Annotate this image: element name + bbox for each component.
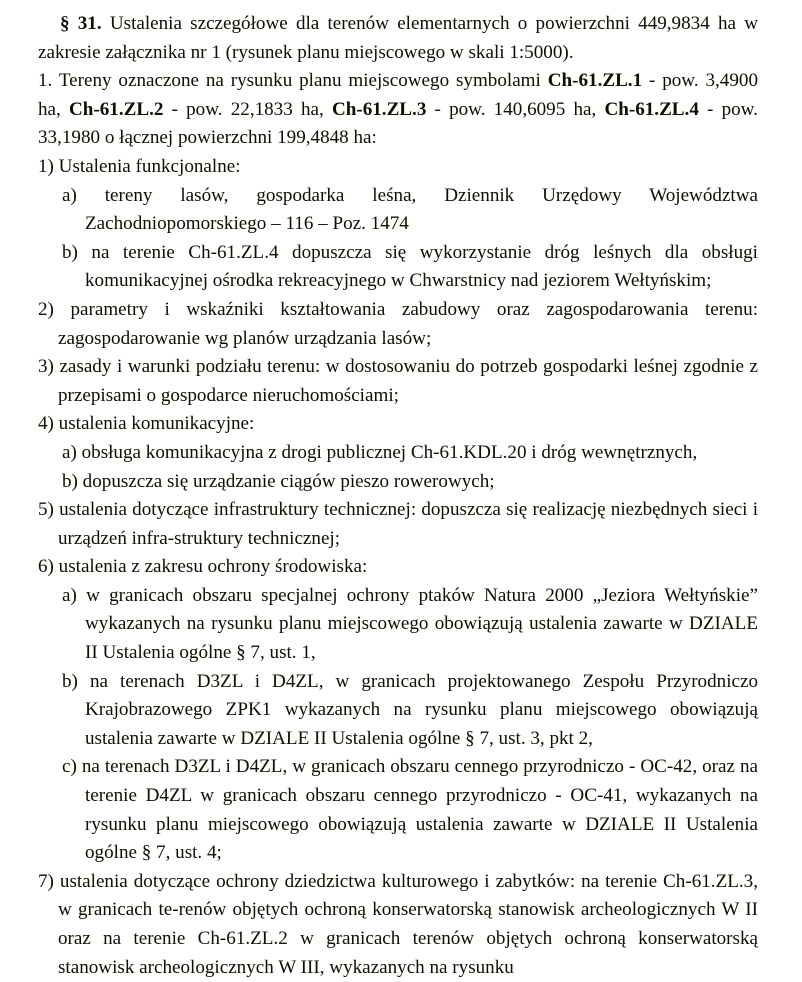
list-item-4: 4) ustalenia komunikacyjne:	[38, 413, 255, 435]
list-item-1: 1) Ustalenia funkcjonalne:	[38, 155, 241, 177]
sub-item-6-a: a) w granicach obszaru specjalnej ochrony ptaków Natura 2000 „Jeziora Wełtyńskie” wykazanych na rysunku planu miejscowego obowiązują ustalenia zawarte w DZIALE II Ustalenia ogólne § 7, ust. 1,	[62, 584, 758, 664]
section-marker: § 31.	[60, 13, 102, 34]
section-text: Ustalenia szczegółowe dla terenów elementarnych o powierzchni 449,9834 ha w zakresie załącznika nr 1 (rysunek planu miejscowego w skali 1:5000).	[38, 13, 758, 63]
run-text: - pow. 3,4900 ha,	[38, 70, 758, 120]
run-symbol-ch-61-zl-3: Ch-61.ZL.3	[331, 98, 427, 120]
list-item-6: 6) ustalenia z zakresu ochrony środowiska:	[38, 556, 368, 578]
list-item-2: 2) parametry i wskaźniki kształtowania zabudowy oraz zagospodarowania terenu: zagospodarowanie wg planów urządzania lasów;	[38, 298, 758, 349]
sub-item-4-a: a) obsługa komunikacyjna z drogi publicznej Ch-61.KDL.20 i dróg wewnętrznych,	[62, 441, 698, 463]
paragraph-point-1	[38, 67, 758, 153]
list-item-7: 7) ustalenia dotyczące ochrony dziedzictwa kulturowego i zabytków: na terenie Ch-61.ZL.3, w granicach te-renów objętych ochroną konserwatorską stanowisk archeologicznych W II oraz na terenie Ch-61.ZL.2 w granicach terenów objętych ochroną konserwatorską stanowisk archeologicznych W III, wykazanych na rysunku	[38, 870, 758, 978]
run-symbol-ch-61-zl-1: Ch-61.ZL.1	[547, 70, 643, 92]
paragraph-section-31	[38, 10, 758, 67]
list-item-5: 5) ustalenia dotyczące infrastruktury technicznej: dopuszcza się realizację niezbędnych sieci i urządzeń infra-struktury technicznej;	[38, 499, 758, 549]
sub-item-6-b: b) na terenach D3ZL i D4ZL, w granicach projektowanego Zespołu Przyrodniczo Krajobrazowego ZPK1 wykazanych na rysunku planu miejscowego obowiązują ustalenia zawarte w DZIALE II Ustalenia ogólne § 7, ust. 3, pkt 2,	[62, 670, 758, 749]
run-text: - pow. 140,6095 ha,	[426, 98, 605, 120]
list-item-3: 3) zasady i warunki podziału terenu: w dostosowaniu do potrzeb gospodarki leśnej zgodnie z przepisami o gospodarce nieruchomościami;	[38, 356, 758, 406]
sub-item-1-b: b) na terenie Ch-61.ZL.4 dopuszcza się wykorzystanie dróg leśnych dla obsługi komunikacyjnej ośrodka rekreacyjnego w Chwarstnicy nad jeziorem Wełtyńskim;	[62, 241, 758, 292]
run-symbol-ch-61-zl-4: Ch-61.ZL.4	[604, 98, 699, 120]
run-symbol-ch-61-zl-2: Ch-61.ZL.2	[68, 98, 164, 120]
run-text: - pow. 33,1980 o łącznej powierzchni 199,4848 ha:	[38, 98, 759, 149]
sub-item-6-c: c) na terenach D3ZL i D4ZL, w granicach obszaru cennego przyrodniczo - OC-42, oraz na terenie D4ZL w granicach obszaru cennego przyrodniczo - OC-41, wykazanych na rysunku planu miejscowego obowiązują ustalenia zawarte w DZIALE II Ustalenia ogólne § 7, ust. 4;	[62, 756, 758, 864]
run-text: 1. Tereny oznaczone na rysunku planu miejscowego symbolami	[38, 70, 548, 92]
sub-item-4-b: b) dopuszcza się urządzanie ciągów pieszo rowerowych;	[62, 470, 495, 492]
run-text: - pow. 22,1833 ha,	[163, 98, 332, 120]
sub-item-1-a: a) tereny lasów, gospodarka leśna, Dziennik Urzędowy Województwa Zachodniopomorskiego – 116 – Poz. 1474	[62, 184, 758, 235]
